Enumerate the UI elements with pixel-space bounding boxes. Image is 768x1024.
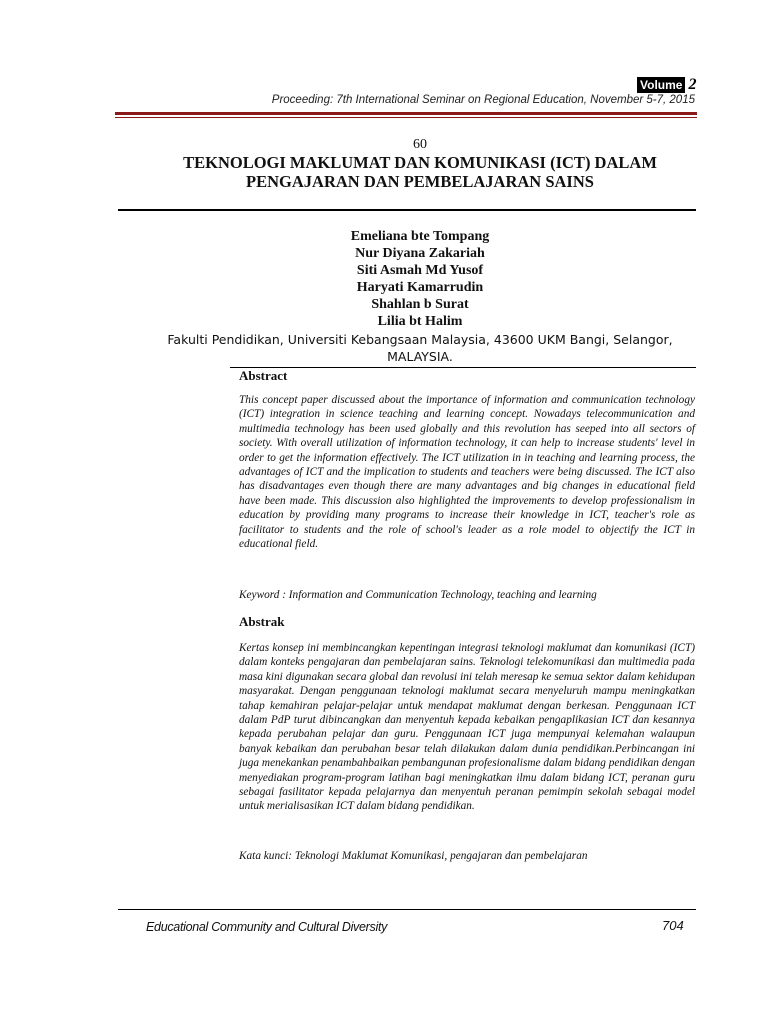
author: Lilia bt Halim: [377, 314, 463, 329]
affiliation-line-1: Fakulti Pendidikan, Universiti Kebangsaan Malaysia, 43600 UKM Bangi, Selangor,: [167, 332, 673, 347]
affiliation-rule: [230, 367, 696, 368]
proceeding-line: Proceeding: 7th International Seminar on Regional Education, November 5-7, 2015: [271, 94, 695, 106]
abstract-text: This concept paper discussed about the importance of information and communication technology (ICT) integration in science teaching and learning concept. Nowadays telecommunication and multimedia technology has been used globally and this revolution has seeped into all sectors of society. With overall utilization of information technology, it can help to increase students' level in order to get the information effectively. The ICT utilization in in teaching and learning process, the advantages of ICT and the implication to students and teachers were being discussed. The ICT also has disadvantages even though there are many advantages and big changes in educational field have been made. This discussion also highlighted the improvements to develop professionalism in education by providing many programs to increase their knowledge in ICT, teacher's role as facilitator to students and the role of school's leader as a role model to objectify the ICT in educational field.: [239, 394, 695, 551]
title-rule: [118, 209, 696, 211]
author: Siti Asmah Md Yusof: [356, 263, 484, 278]
volume-label: Volume: [637, 77, 685, 93]
author: Emeliana bte Tompang: [350, 229, 490, 244]
page-number: 704: [662, 918, 684, 933]
abstract-heading: Abstract: [239, 368, 288, 383]
abstrak-heading: Abstrak: [239, 614, 285, 629]
paper-title: [140, 153, 700, 191]
abstrak-text: Kertas konsep ini membincangkan kepentingan integrasi teknologi maklumat dan komunikasi (ICT) dalam konteks pengajaran dan pembelajaran sains. Teknologi telekomunikasi dan multimedia pada masa kini digunakan secara global dan revolusi ini telah meresap ke semua sektor dalam kehidupan masyarakat. Dengan penggunaan teknologi maklumat secara menyeluruh mampu meningkatkan tahap kemahiran pelajar-pelajar untuk mendapat maklumat dengan berkesan. Penggunaan ICT dalam PdP turut dibincangkan dan menyentuh kepada kebaikan pengaplikasian ICT dan kesannya kepada perubahan pelajar dan guru. Penggunaan ICT juga mempunyai kelemahan walaupun banyak kebaikan dan perubahan besar telah dilakukan dalam dunia pendidikan.Perbincangan ini juga menekankan penambahbaikan pembangunan profesionalisme dalam bidang pendidikan dengan menyediakan program-program latihan bagi meningkatkan ilmu dalam bidang ICT, peranan guru sebagai fasilitator kepada pelajarnya dan menyentuh peranan pemimpin sekolah sebagai model untuk merialisasikan ICT dalam bidang pendidikan.: [239, 642, 695, 813]
abstrak-keywords: Kata kunci: Teknologi Maklumat Komunikasi, pengajaran dan pembelajaran: [239, 850, 588, 862]
author: Haryati Kamarrudin: [356, 280, 484, 295]
abstract-keywords: Keyword : Information and Communication Technology, teaching and learning: [239, 589, 597, 601]
author: Shahlan b Surat: [371, 297, 469, 312]
author-list: [0, 228, 768, 330]
header-rule-thick: [115, 112, 697, 115]
title-line-2: PENGAJARAN DAN PEMBELAJARAN SAINS: [246, 172, 594, 191]
title-line-1: TEKNOLOGI MAKLUMAT DAN KOMUNIKASI (ICT) DALAM: [183, 153, 657, 172]
footer-rule: [118, 909, 696, 910]
footer-journal: Educational Community and Cultural Diversity: [146, 920, 388, 934]
author: Nur Diyana Zakariah: [355, 246, 485, 261]
affiliation-line-2: MALAYSIA.: [387, 349, 453, 364]
volume-badge: [637, 76, 696, 94]
volume-number: 2: [688, 76, 697, 93]
affiliation: [140, 331, 700, 365]
header-rule-thin: [115, 117, 697, 118]
paper-number: 60: [413, 137, 427, 152]
